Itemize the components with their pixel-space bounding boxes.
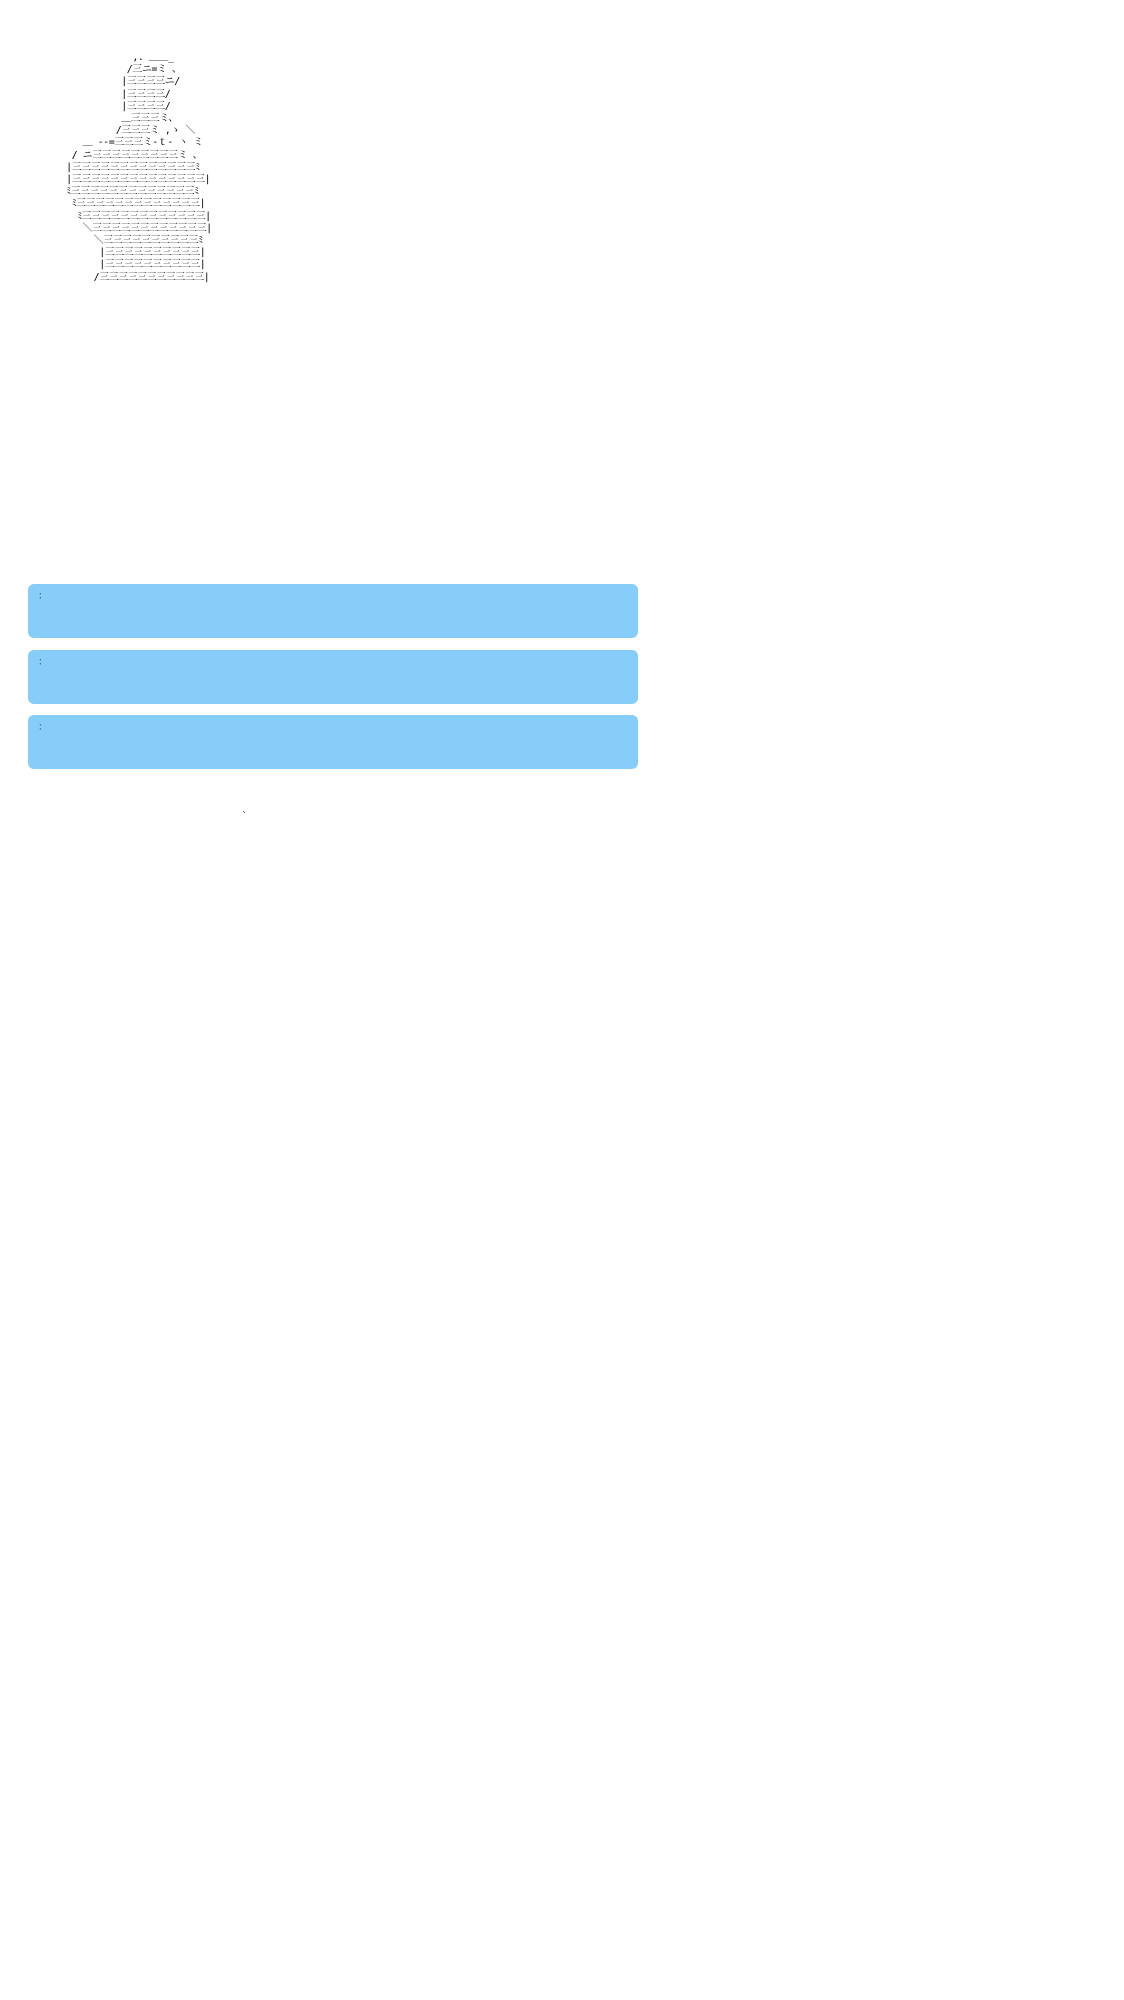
ascii-art-speedlines: ｀	[46, 812, 249, 823]
reply-bubble: ：	[28, 715, 638, 769]
reply-bubble: ：	[28, 584, 638, 638]
ascii-art-figure-1: ,. ＿＿_ /三ニ=ミ 、 |三三三三ニ/ |三三三三/ |三三三三/ ＿三三三ミ、 /三三三ミ ,ゝ ＼ ＿ -‐=三三三ミ-ｔ- ヽ ミ / ニ三三三三三三三三三ミ 、 |三三三三三三三三三三三三三ﾐ |三三三三三三三三三三三三三三| ﾐ三三三三三三三三三三三三三ﾐ ﾐ三三三三三三三三三三三三三| ﾐ三三三三三三三三三三三三三| ＼三三三三三三三三三三三三| ＼三三三三三三三三三三ﾐ |三三三三三三三三三三| |三三三三三三三三三三| /三三三三三三三三三三三|	[66, 52, 212, 283]
reply-bubble: ：	[28, 650, 638, 704]
